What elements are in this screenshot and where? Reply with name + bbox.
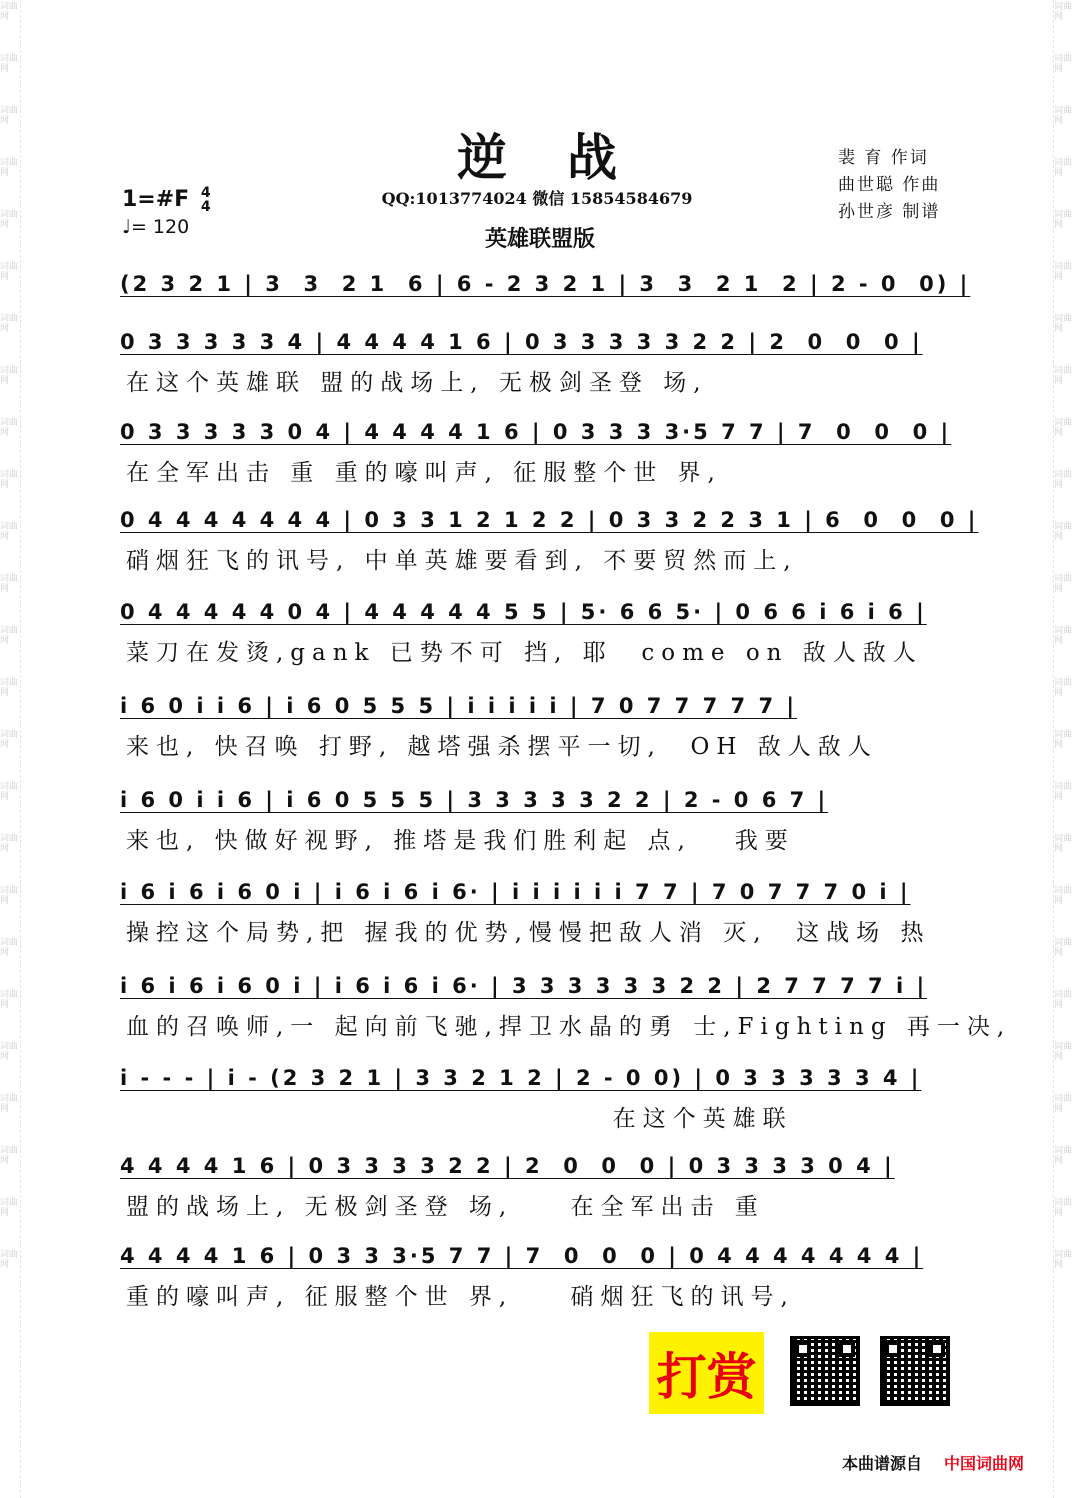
- credits: [838, 145, 968, 226]
- watermark-text: 词曲网: [0, 678, 19, 698]
- watermark-text: 词曲网: [1054, 1198, 1073, 1218]
- time-signature: [201, 186, 211, 214]
- lyrics-line: 重的嚎叫声, 征服整个世 界, 硝烟狂飞的讯号,: [126, 1284, 795, 1310]
- notation-line: 4 4 4 4 1 6 | 0 3 3 3·5 7 7 | 7 0 0 0 | 0 4 4 4 4 4 4 4 |: [120, 1244, 924, 1268]
- watermark-text: 词曲网: [1054, 730, 1073, 750]
- score-row: [120, 880, 960, 947]
- version-label: 英雄联盟版: [484, 226, 595, 252]
- lyrics-line: 在全军出击 重 重的嚎叫声, 征服整个世 界,: [126, 460, 722, 486]
- watermark-text: 词曲网: [0, 314, 19, 334]
- lyrics-line: 操控这个局势,把 握我的优势,慢慢把敌人消 灭, 这战场 热: [126, 920, 931, 946]
- notation-line: i 6 0 i i 6 | i 6 0 5 5 5 | 3 3 3 3 3 2 2 | 2 - 0 6 7 |: [120, 788, 829, 812]
- watermark-text: 词曲网: [1054, 1042, 1073, 1062]
- contact-info: QQ:1013774024 微信 15854584679: [381, 189, 693, 208]
- lyrics-line: 血的召唤师,一 起向前飞驰,捍卫水晶的勇 士,Fighting 再一决,: [126, 1014, 1012, 1040]
- score-row: [120, 788, 960, 855]
- notation-line: 0 4 4 4 4 4 0 4 | 4 4 4 4 4 5 5 | 5· 6 6 5· | 0 6 6 i 6 i 6 |: [120, 600, 927, 624]
- notation-line: i 6 i 6 i 6 0 i | i 6 i 6 i 6· | i i i i i i 7 7 | 7 0 7 7 7 0 i |: [120, 880, 911, 904]
- watermark-text: 词曲网: [0, 522, 19, 542]
- score-row: [120, 1066, 960, 1133]
- watermark-text: 词曲网: [1054, 262, 1073, 282]
- score-row: [120, 330, 960, 397]
- notation-line: 0 4 4 4 4 4 4 4 | 0 3 3 1 2 1 2 2 | 0 3 3 2 2 3 1 | 6 0 0 0 |: [120, 508, 979, 532]
- watermark-text: 词曲网: [1054, 938, 1073, 958]
- watermark-text: 词曲网: [1054, 626, 1073, 646]
- notation-line: (2 3 2 1 | 3 3 2 1 6 | 6 - 2 3 2 1 | 3 3 2 1 2 | 2 - 0 0) |: [120, 272, 971, 296]
- lyrics-line: 在这个英雄联 盟的战场上, 无极剑圣登 场,: [126, 370, 708, 396]
- watermark-text: 词曲网: [1054, 574, 1073, 594]
- right-watermark-strip: [1053, 0, 1074, 1498]
- watermark-text: 词曲网: [1054, 2, 1073, 22]
- lyrics-line: 来也, 快召唤 打野, 越塔强杀摆平一切, OH 敌人敌人: [126, 734, 878, 760]
- tempo-marking: ♩= 120: [122, 216, 190, 238]
- watermark-text: 词曲网: [1054, 678, 1073, 698]
- lyrics-line: 菜刀在发烫,gank 已势不可 挡, 耶 come on 敌人敌人: [126, 640, 923, 666]
- score-row: [120, 600, 960, 667]
- watermark-text: 词曲网: [0, 626, 19, 646]
- watermark-text: 词曲网: [0, 1146, 19, 1166]
- notation-line: i 6 i 6 i 6 0 i | i 6 i 6 i 6· | 3 3 3 3 3 3 2 2 | 2 7 7 7 7 i |: [120, 974, 928, 998]
- time-bottom: 4: [200, 199, 211, 215]
- watermark-text: 词曲网: [1054, 314, 1073, 334]
- watermark-text: 词曲网: [0, 158, 19, 178]
- watermark-text: 词曲网: [0, 990, 19, 1010]
- qr-code-icon: [880, 1336, 950, 1406]
- watermark-text: 词曲网: [1054, 990, 1073, 1010]
- watermark-text: 词曲网: [1054, 782, 1073, 802]
- watermark-text: 词曲网: [0, 418, 19, 438]
- time-top: 4: [200, 185, 211, 201]
- watermark-text: 词曲网: [1054, 470, 1073, 490]
- lyrics-line: 盟的战场上, 无极剑圣登 场, 在全军出击 重: [126, 1194, 765, 1220]
- watermark-text: 词曲网: [0, 210, 19, 230]
- song-title: 逆战: [457, 128, 677, 187]
- watermark-text: 词曲网: [0, 886, 19, 906]
- watermark-text: 词曲网: [0, 574, 19, 594]
- source-credit: [842, 1451, 1024, 1474]
- qr-code-icon: [790, 1336, 860, 1406]
- watermark-text: 词曲网: [1054, 366, 1073, 386]
- lyricist-credit: 裴 育 作词: [838, 148, 929, 168]
- watermark-text: 词曲网: [0, 366, 19, 386]
- lyrics-line: 硝烟狂飞的讯号, 中单英雄要看到, 不要贸然而上,: [126, 548, 798, 574]
- watermark-text: 词曲网: [1054, 1250, 1073, 1270]
- lyrics-line: 来也, 快做好视野, 推塔是我们胜利起 点, 我要: [126, 828, 795, 854]
- watermark-text: 词曲网: [0, 106, 19, 126]
- source-prefix: 本曲谱源自: [842, 1454, 923, 1473]
- notation-line: i - - - | i - (2 3 2 1 | 3 3 2 1 2 | 2 - 0 0) | 0 3 3 3 3 3 4 |: [120, 1066, 922, 1090]
- key-signature: 1=#F: [122, 187, 190, 212]
- watermark-text: 词曲网: [0, 782, 19, 802]
- watermark-text: 词曲网: [0, 730, 19, 750]
- watermark-text: 词曲网: [1054, 210, 1073, 230]
- watermark-text: 词曲网: [1054, 522, 1073, 542]
- lyrics-line: 在这个英雄联: [126, 1106, 793, 1132]
- score-row: [120, 272, 971, 306]
- watermark-text: 词曲网: [1054, 106, 1073, 126]
- notation-line: 0 3 3 3 3 3 4 | 4 4 4 4 1 6 | 0 3 3 3 3 3 2 2 | 2 0 0 0 |: [120, 330, 923, 354]
- watermark-text: 词曲网: [1054, 834, 1073, 854]
- left-watermark-strip: [0, 0, 21, 1498]
- watermark-text: 词曲网: [0, 54, 19, 74]
- composer-credit: 曲世聪 作曲: [838, 175, 941, 195]
- watermark-text: 词曲网: [0, 834, 19, 854]
- watermark-text: 词曲网: [0, 1042, 19, 1062]
- watermark-text: 词曲网: [0, 938, 19, 958]
- transcriber-credit: 孙世彦 制谱: [838, 202, 941, 222]
- score-row: [120, 508, 979, 575]
- score-row: [120, 1154, 960, 1221]
- watermark-text: 词曲网: [1054, 418, 1073, 438]
- watermark-text: 词曲网: [1054, 54, 1073, 74]
- watermark-text: 词曲网: [1054, 1146, 1073, 1166]
- reward-button[interactable]: 打赏: [649, 1332, 764, 1414]
- score-row: [120, 974, 1012, 1041]
- source-site-link[interactable]: 中国词曲网: [944, 1454, 1025, 1473]
- watermark-text: 词曲网: [0, 262, 19, 282]
- notation-line: 4 4 4 4 1 6 | 0 3 3 3 3 2 2 | 2 0 0 0 | 0 3 3 3 3 0 4 |: [120, 1154, 895, 1178]
- watermark-text: 词曲网: [0, 1094, 19, 1114]
- notation-line: 0 3 3 3 3 3 0 4 | 4 4 4 4 1 6 | 0 3 3 3 3·5 7 7 | 7 0 0 0 |: [120, 420, 952, 444]
- score-row: [120, 420, 960, 487]
- score-row: [120, 1244, 960, 1311]
- watermark-text: 词曲网: [1054, 158, 1073, 178]
- watermark-text: 词曲网: [1054, 886, 1073, 906]
- watermark-text: 词曲网: [0, 2, 19, 22]
- key-signature-block: [122, 186, 211, 238]
- watermark-text: 词曲网: [1054, 1094, 1073, 1114]
- watermark-text: 词曲网: [0, 1250, 19, 1270]
- notation-line: i 6 0 i i 6 | i 6 0 5 5 5 | i i i i i | 7 0 7 7 7 7 7 |: [120, 694, 798, 718]
- key-line: [122, 186, 211, 214]
- watermark-text: 词曲网: [0, 470, 19, 490]
- score-row: [120, 694, 960, 761]
- watermark-text: 词曲网: [0, 1198, 19, 1218]
